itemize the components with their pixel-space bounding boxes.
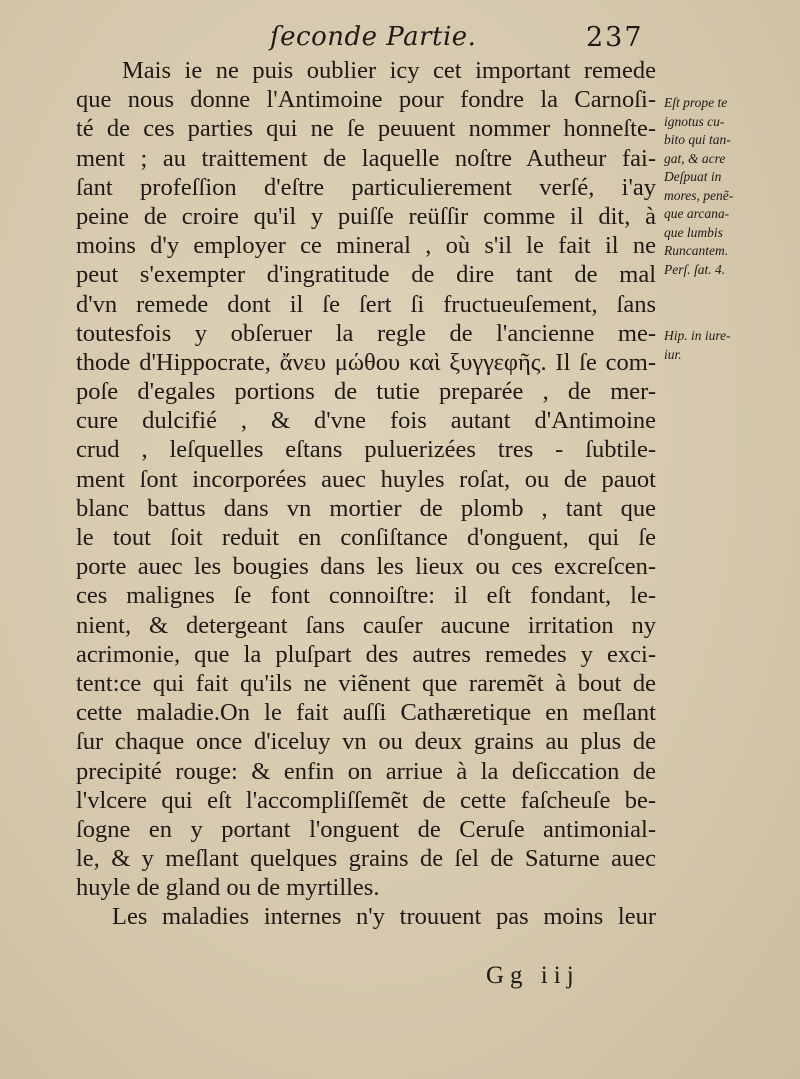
text-line: Les maladies internes n'y trouuent pas moins leur [112,903,656,931]
text-line: ment ; au traittement de laquelle noſtre Autheur fai- [76,144,656,172]
text-line: ſur chaque once d'iceluy vn ou deux grains au plus de [76,728,656,756]
text-line: té de ces parties qui ne ſe peuuent nommer honneſte- [76,115,656,143]
margin-note-line: ignotus cu- [664,113,725,129]
text-line: huyle de gland ou de myrtilles. [76,874,380,902]
text-line: peut s'exempter d'ingratitude de dire tant de mal [76,261,656,289]
text-line: cette maladie.On le fait auſſi Cathæretique en meſlant [76,699,656,727]
text-line: cure dulcifié , & d'vne fois autant d'Antimoine [76,407,656,435]
margin-note-line: que arcana- [664,206,730,221]
text-line: nient, & detergeant ſans cauſer aucune irritation ny [76,611,656,639]
margin-note-line: Hip. in iure- [664,328,731,343]
margin-note-line: que lumbis [664,224,723,240]
text-line: d'vn remede dont il ſe ſert ſi fructueuſement, ſans [76,290,656,318]
running-head-title: ſeconde Partie. [270,22,477,52]
text-line: le tout ſoit reduit en conſiſtance d'onguent, qui ſe [76,524,656,551]
text-line: que nous donne l'Antimoine pour fondre la Carnoſi- [76,86,656,114]
text-line: thode d'Hippocrate, ἄνευ μώθου καὶ ξυγγεφῆς. Il ſe com- [76,348,656,376]
text-line: precipité rouge: & enfin on arriue à la deſiccation de [76,757,656,785]
text-line: moins d'y employer ce mineral , où s'il le fait il ne [76,232,656,260]
text-line: ment ſont incorporées auec huyles roſat, ou de pauot [76,465,656,493]
text-line: le, & y meſlant quelques grains de ſel de Saturne auec [76,845,656,873]
margin-note-line: iur. [664,346,682,362]
text-line: l'vlcere qui eſt l'accompliſſemẽt de cette faſcheuſe be- [76,786,656,814]
text-line: toutesfois y obſeruer la regle de l'ancienne me- [76,319,656,347]
margin-note-hippocrates [664,327,796,364]
page-number: 237 [586,22,644,53]
body-text [76,56,656,932]
margin-note-persius [664,94,796,279]
margin-note-line: mores, penẽ- [664,187,734,203]
text-line: ſant profeſſion d'eſtre particulierement verſé, i'ay [76,173,656,201]
margin-note-line: Runcantem. [664,243,729,258]
text-line: Mais ie ne puis oublier icy cet important remede [122,57,656,84]
text-line: tent:ce qui fait qu'ils ne viẽnent que raremẽt à bout de [76,669,656,697]
text-line: crud , leſquelles eſtans puluerizées tres - ſubtile- [76,436,656,464]
text-line: porte auec les bougies dans les lieux ou ces excreſcen- [76,553,656,581]
running-head [0,18,800,58]
margin-note-line: Perſ. ſat. 4. [664,261,726,277]
text-line: ces malignes ſe font connoiſtre: il eſt fondant, le- [76,582,656,610]
text-line: acrimonie, que la pluſpart des autres remedes y exci- [76,640,656,668]
signature-mark: Gg iij [486,962,580,989]
margin-note-line: Eſt prope te [664,95,728,110]
text-line: poſe d'egales portions de tutie preparée , de mer- [76,378,656,406]
margin-note-line: bito qui tan- [664,132,731,147]
margin-note-line: gat, & acre [664,150,726,166]
margin-note-line: Deſpuat in [664,169,722,184]
text-line: peine de croire qu'il y puiſſe reüſſir comme il dit, à [76,202,656,230]
text-line: blanc battus dans vn mortier de plomb , tant que [76,494,656,522]
text-line: ſogne en y portant l'onguent de Ceruſe antimonial- [76,815,656,843]
margin-notes [664,94,796,412]
